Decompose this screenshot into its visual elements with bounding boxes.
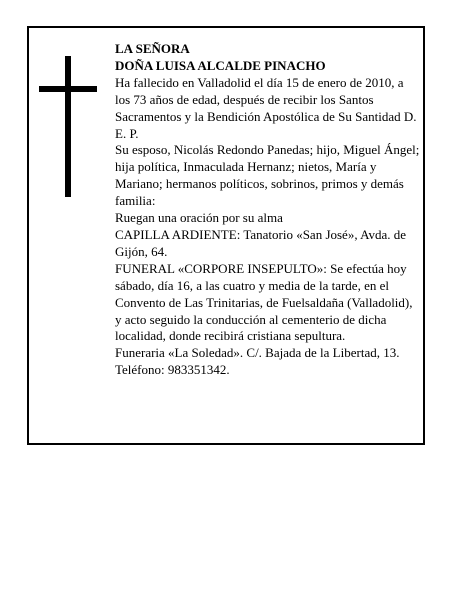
- notice-title: LA SEÑORA: [115, 41, 190, 56]
- notice-text: [115, 41, 421, 379]
- cross-horizontal-bar: [39, 86, 97, 92]
- prayer-request: Ruegan una oración por su alma: [115, 210, 283, 226]
- deceased-name: DOÑA LUISA ALCALDE PINACHO: [115, 57, 326, 73]
- funeral-chapel-info: CAPILLA ARDIENTE: Tanatorio «San José», Avda. de Gijón, 64.: [115, 226, 407, 259]
- death-announcement: Ha fallecido en Valladolid el día 15 de enero de 2010, a los 73 años de edad, después de recibir los Santos Sacramentos y la Bendición Apostólica de Su Santidad D. E. P.: [115, 74, 417, 141]
- cross-icon: [39, 56, 97, 197]
- family-list: Su esposo, Nicolás Redondo Panedas; hijo, Miguel Ángel; hija política, Inmaculada Hernanz; nietos, María y Mariano; hermanos políticos, sobrinos, primos y demás familia:: [115, 142, 420, 209]
- cross-vertical-bar: [65, 56, 71, 197]
- funeral-home-info: Funeraria «La Soledad». C/. Bajada de la Libertad, 13. Teléfono: 983351342.: [115, 345, 400, 378]
- funeral-service-info: FUNERAL «CORPORE INSEPULTO»: Se efectúa hoy sábado, día 16, a las cuatro y media de la tarde, en el Convento de Las Trinitarias, de Fuelsaldaña (Valladolid), y acto seguido la conducción al cementerio de dicha localidad, donde recibirá cristiana sepultura.: [115, 260, 413, 344]
- obituary-notice: [27, 26, 425, 445]
